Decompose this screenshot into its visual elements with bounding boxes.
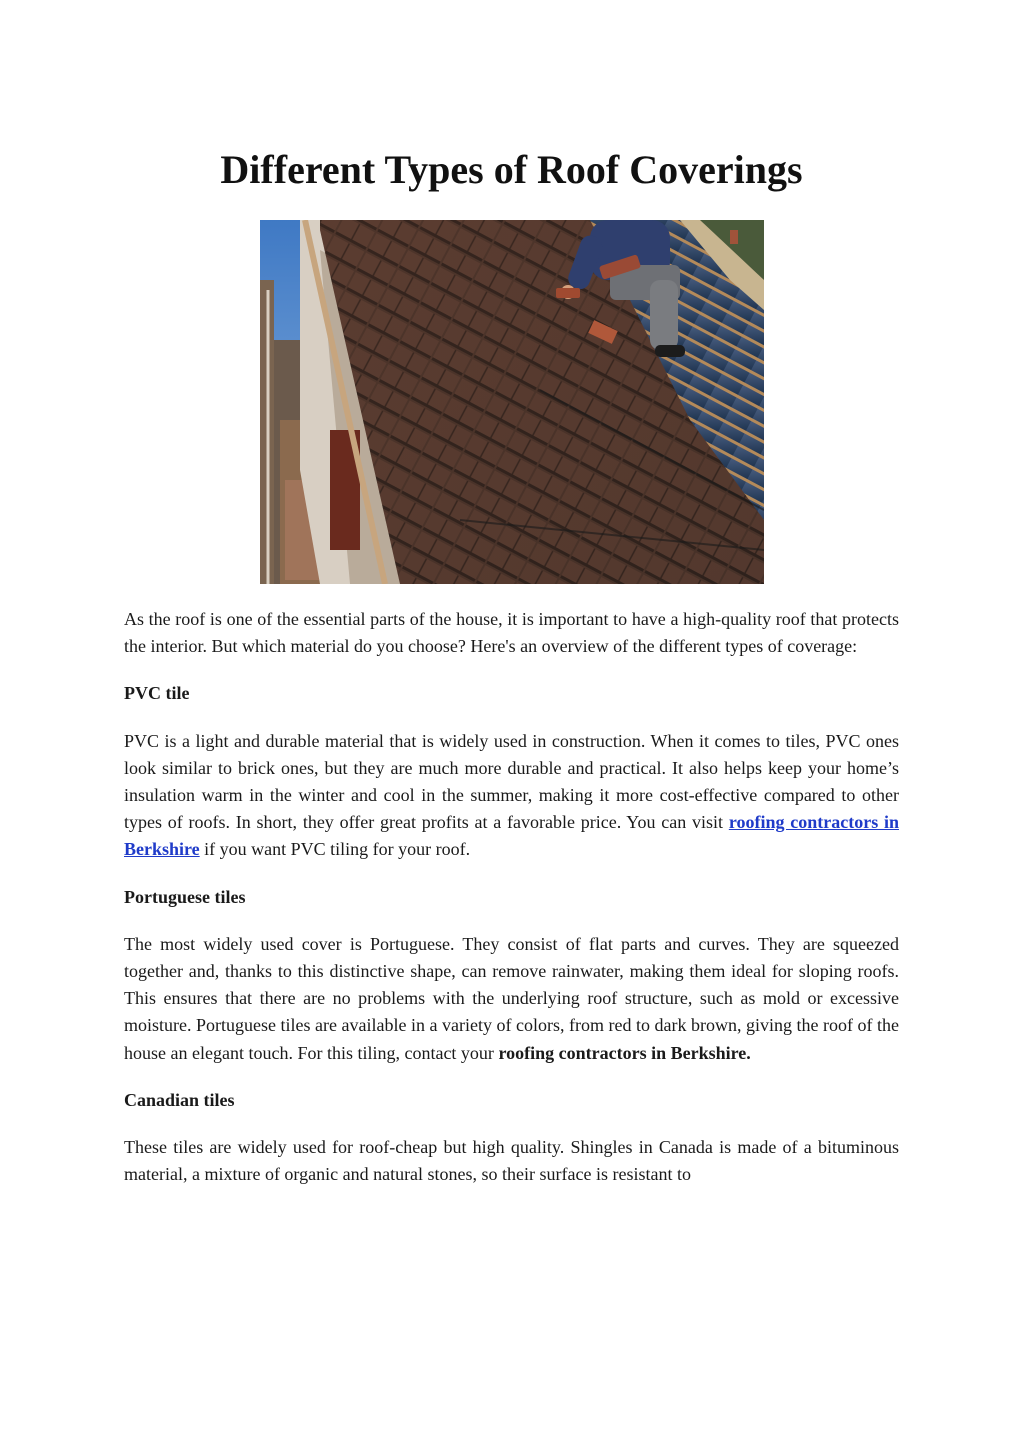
section-heading-portuguese: Portuguese tiles (124, 886, 246, 907)
section-heading-pvc: PVC tile (124, 683, 190, 704)
page-title: Different Types of Roof Coverings (220, 147, 803, 192)
roofing-contractors-link[interactable]: roofing contractors in Berkshire (124, 812, 899, 860)
section-paragraph-pvc: PVC is a light and durable material that is widely used in construction. When it comes to tiles, PVC ones look similar to brick ones, but they are much more durable and practical. It also helps keep your home’s insulation warm in the winter and cool in the summer, making it more cost-effective compared to other types of roofs. In short, they offer great profits at a favorable price. You can visit roofing contractors in Berkshire if you want PVC tiling for your roof. (124, 730, 899, 860)
intro-paragraph: As the roof is one of the essential parts of the house, it is important to have a high-quality roof that protects the interior. But which material do you choose? Here's an overview of the different types of coverage: (124, 609, 899, 657)
section-paragraph-portuguese: The most widely used cover is Portuguese. They consist of flat parts and curves. They are squeezed together and, thanks to this distinctive shape, can remove rainwater, making them ideal for sloping roofs. This ensures that there are no problems with the underlying roof structure, such as mold or excessive moisture. Portuguese tiles are available in a variety of colors, from red to dark brown, giving the roof of the house an elegant touch. For this tiling, contact your roofing contractors in Berkshire. (124, 933, 899, 1063)
roofing-contractors-bold: roofing contractors in Berkshire. (498, 1042, 751, 1063)
section-paragraph-canadian: These tiles are widely used for roof-cheap but high quality. Shingles in Canada is made of a bituminous material, a mixture of organic and natural stones, so their surface is resistant to (124, 1137, 899, 1185)
roof-tiling-photo (260, 220, 764, 584)
section-heading-canadian: Canadian tiles (124, 1089, 235, 1110)
article-body (124, 606, 899, 1208)
